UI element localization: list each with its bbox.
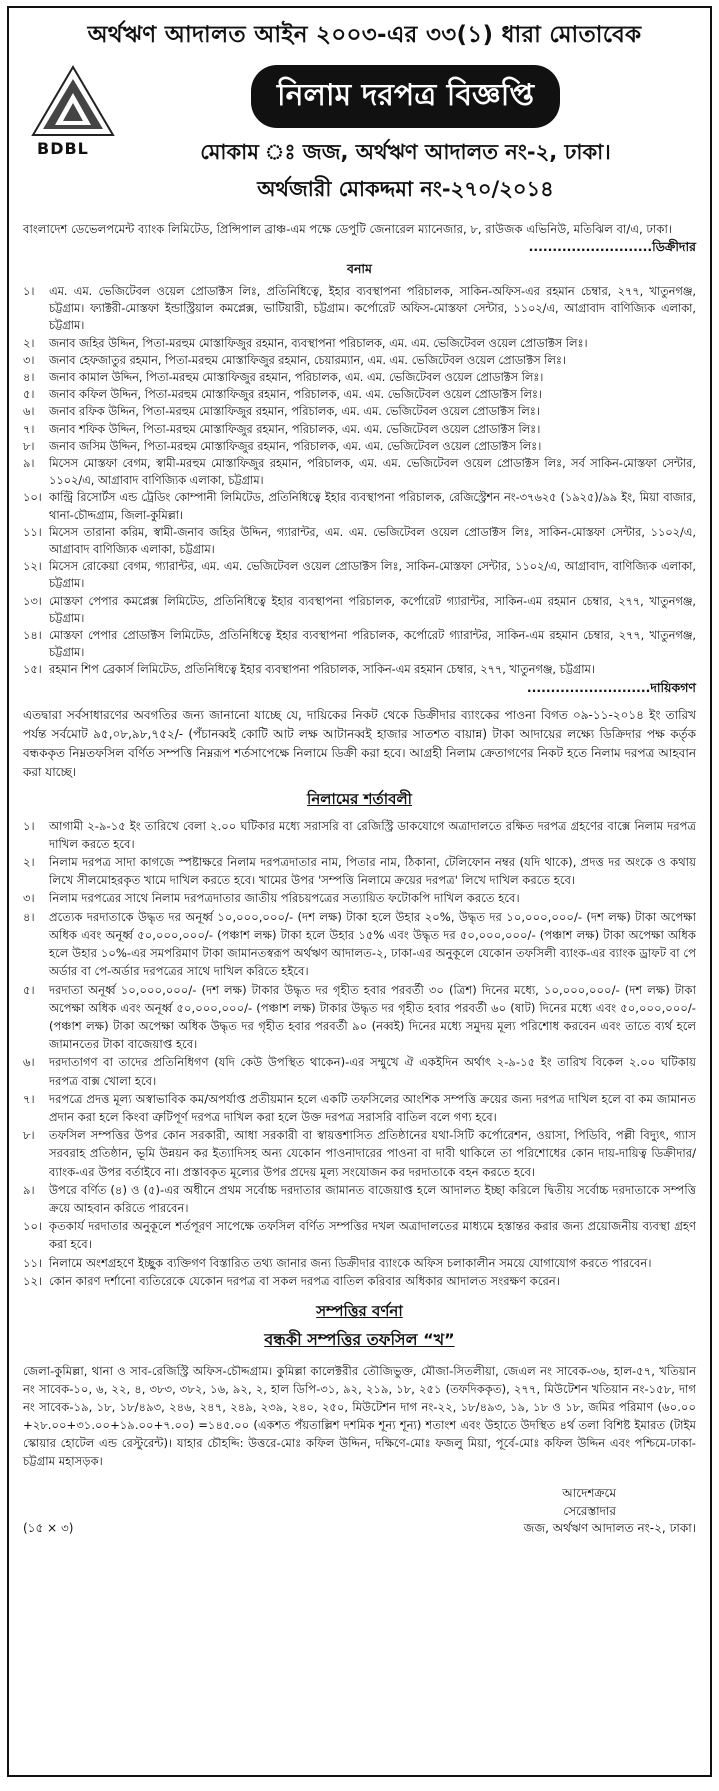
condition-item-text: তফসিল সম্পত্তির উপর কোন সরকারী, আধা সরকারী বা স্বায়ত্তশাসিত প্রতিষ্ঠানের যথা-সিটি কর্পোরেশন, ওয়াসা, পিডিবি, পল্লী বিদ্যুৎ, গ্যাস সরবরাহ প্রতিষ্ঠান, ভূমি উন্নয়ন কর ইত্যাদিসহ অন্য যেকোন পাওনাদারের পাওনা বা দাবী থাকিলে তা পরিশোধের কোন দায়-দায়িত্ব ডিক্রীদার/ব্যাংক-এর উপর বর্তাইবে না। প্রস্তাবকৃত মূল্যের উপর প্রদেয় মূল্য সংযোজন কর দরদাতাকে বহন করতে হবে। (49, 1128, 696, 1179)
defendant-item-number: ১। (23, 285, 35, 298)
defendant-item-number: ৬। (23, 405, 35, 419)
defendant-item-number: ৫। (23, 388, 35, 402)
versus-label: বনাম (347, 261, 372, 276)
signature-order-line: আদেশক্রমে (562, 1485, 616, 1500)
condition-item-number: ১। (23, 818, 35, 833)
condition-item (23, 1181, 696, 1217)
defendant-item-text: রহমান শিপ ব্রেকার্স লিমিটেড, প্রতিনিধিত্বে ইহার ব্যবস্থাপনা পরিচালক, সাকিন-এম রহমান চেম্বার, ২৭৭, খাতুনগঞ্জ, চট্টগ্রাম। (49, 663, 595, 677)
condition-item-number: ৭। (23, 1091, 35, 1106)
condition-item (23, 1126, 696, 1181)
defendant-item-number: ৩। (23, 353, 35, 367)
property-title: সম্পত্তির বর্ণনা (316, 1301, 403, 1320)
defendant-item (23, 283, 696, 335)
condition-item (23, 1090, 696, 1126)
act-reference-line: অর্থঋণ আদালত আইন ২০০৩-এর ৩৩(১) ধারা মোতাবেক (87, 22, 642, 48)
condition-item-number: ১২। (23, 1273, 43, 1288)
defendant-item (23, 386, 696, 403)
condition-item (23, 908, 696, 981)
defendant-item (23, 403, 696, 420)
condition-item-number: ১১। (23, 1255, 43, 1270)
defendant-item-number: ১২। (23, 560, 42, 574)
signature-court: জজ, অর্থঋণ আদালত নং-২, ঢাকা। (523, 1520, 696, 1535)
notice-page (7, 6, 712, 1777)
condition-item (23, 1254, 696, 1272)
conditions-list (23, 817, 696, 1290)
condition-item-text: নিলাম দরপত্রের সাথে নিলাম দরপত্রদাতার জাতীয় পরিচয়পত্রের সত্যায়িত ফটোকপি দাখিল করতে হবে। (49, 891, 520, 906)
defendant-item-number: ৭। (23, 422, 35, 436)
condition-item-text: উপরে বর্ণিত (৪) ও (৫)-এর অধীনে প্রথম সর্বোচ্চ দরদাতার জামানত বাজেয়াপ্ত হলে আদালত ইচ্ছা করিলে দ্বিতীয় সর্বোচ্চ দরদাতাকে সম্পত্তি ক্রয়ে আহবান করিতে পারবেন। (49, 1182, 696, 1215)
defendant-item-text: কান্ট্রি রিসোর্টস এন্ড ট্রেডিং কোম্পানী লিমিটেড, প্রতিনিধিত্বে ইহার ব্যবস্থাপনা পরিচালক, রেজিস্ট্রেশন নং-৩৭৬২৫ (১৯২৫)/৯৯ ইং, মিয়া বাজার, থানা-চৌদ্দগ্রাম, জিলা-কুমিল্লা। (49, 491, 696, 522)
defendant-item (23, 593, 696, 627)
defendant-item-number: ১০। (23, 491, 42, 505)
defendant-item-text: জনাব কফিল উদ্দিন, পিতা-মরহুম মোস্তাফিজুর রহমান, পরিচালক, এম. এম. ভেজিটেবল ওয়েল প্রোডাক্টস লিঃ। (49, 388, 542, 402)
condition-item-number: ২। (23, 855, 35, 870)
condition-item-number: ১০। (23, 1219, 43, 1234)
defendant-item (23, 421, 696, 438)
header (23, 59, 696, 210)
defendant-item (23, 558, 696, 592)
condition-item (23, 853, 696, 889)
defendant-item-number: ৯। (23, 457, 35, 471)
defendant-item-number: ১৩। (23, 594, 42, 608)
defendant-item-number: ১৪। (23, 629, 42, 643)
condition-item (23, 817, 696, 853)
condition-item-text: কৃতকার্য দরদাতার অনুকূলে শর্তপূরণ সাপেক্ষে তফসিল বর্ণিত সম্পত্তির দখল অত্রাদালতের মাধ্যমে হস্তান্তর করার জন্য প্রয়োজনীয় ব্যবস্থা গ্রহণ করা হবে। (49, 1219, 696, 1252)
condition-item (23, 1272, 696, 1290)
condition-item-number: ৬। (23, 1055, 35, 1070)
debtor-label: ..........................দায়িকগণ (526, 679, 696, 695)
defendant-item-text: জনাব কামাল উদ্দিন, পিতা-মরহুম মোস্তাফিজুর রহমান, পরিচালক, এম. এম. ভেজিটেবল ওয়েল প্রোডাক্টস লিঃ। (49, 371, 544, 385)
property-description: জেলা-কুমিল্লা, থানা ও সাব-রেজিস্ট্রি অফিস-চৌদ্দগ্রাম। কুমিল্লা কালেক্টরীর তৌজিভুক্ত, মৌজা-সিতলীয়া, জেএল নং সাবেক-৩৬, হাল-৫৭, খতিয়ান নং সাবেক-১০, ৬, ২২, ৪, ৩৮৩, ৩৮২, ১৬, ৯২, ২, হাল ডিপি-৩১, ৯২, ২১৯, ১৮, ২৫১ (তফদিককৃত), ২৭৭, মিউটেশন খতিয়ান নং-১৫৮, দাগ নং সাবেক-১৯, ১৮, ১৮/৪৯৩, ২৪৬, ২৪৭, ২৪৯, ২৩৯, ২৪০, ২৫০, মিউটেশন দাগ নং-২২, ১৮/৪৯৩, ১৯, ১৮ ও ১৮, জমির পরিমাণ (৬০.০০ +২৮.০০+৩১.০০+১৯.০০+৭.০০) =১৪৫.০০ (একশত পঁয়তাল্লিশ দশমিক শূন্য শূন্য) শতাংশ এবং উহাতে উদস্থিত ৪র্থ তলা বিশিষ্ট ইমারত (টাইম স্কোয়ার হোটেল এন্ড রেস্টুরেন্ট)। যাহার চৌহদ্দি: উত্তরে-মোঃ কফিল উদ্দিন, দক্ষিণে-মোঃ ফজলু মিয়া, পূর্বে-মোঃ কফিল উদ্দিন এবং পশ্চিমে-ঢাকা-চট্টগ্রাম মহাসড়ক। (23, 1363, 696, 1468)
signature-block (23, 1484, 696, 1520)
footer-code: (১৫ × ৩) (23, 1520, 74, 1535)
condition-item (23, 889, 696, 907)
defendant-item-number: ১৫। (23, 663, 42, 677)
condition-item-text: কোন কারণ দর্শানো ব্যতিরেকে যেকোন দরপত্র বা সকল দরপত্র বাতিল করিবার অধিকার আদালত সংরক্ষণ করেন। (49, 1273, 560, 1288)
conditions-title: নিলামের শর্তাবলী (307, 789, 412, 808)
condition-item-number: ৪। (23, 909, 35, 924)
defendant-item-text: মিসেস মোস্তফা বেগম, স্বামী-মরহুম মোস্তাফিজুর রহমান, পরিচালক, এম. এম. ভেজিটেবল ওয়েল প্রোডাক্টস লিঃ, সর্ব সাকিন-মোস্তফা সেন্টার, ১১০২/এ, আগ্রাবাদ বাণিজ্যিক এলাকা, চট্টগ্রাম। (49, 457, 696, 488)
condition-item-text: দরপত্রে প্রদত্ত মূল্য অস্বাভাবিক কম/অপর্যাপ্ত প্রতীয়মান হলে একটি তফসিলের আংশিক সম্পত্তি ক্রয়ের জন্য দরপত্র দাখিল হলে বা কম জামানত প্রদান করা হলে কিংবা ত্রুটিপূর্ণ দরপত্র দাখিল করা হলে উক্ত দরপত্র সরাসরি বাতিল বলে গণ্য হবে। (49, 1091, 696, 1124)
logo-text: BDBL (37, 139, 89, 158)
defendant-item-text: মোস্তফা পেপার প্রোডাক্টস লিমিটেড, প্রতিনিধিত্বে ইহার ব্যবস্থাপনা পরিচালক, কর্পোরেট গ্যারান্টর, সাকিন-এম রহমান চেম্বার, ২৭৭, খাতুনগঞ্জ, চট্টগ্রাম। (49, 629, 696, 660)
defendant-item-text: জনাব শফিক উদ্দিন, পিতা-মরহুম মোস্তাফিজুর রহমান, পরিচালক, এম. এম. ভেজিটেবল ওয়েল প্রোডাক্টস লিঃ। (49, 422, 541, 436)
defendant-item (23, 455, 696, 489)
defendant-item (23, 335, 696, 352)
condition-item-number: ৩। (23, 891, 35, 906)
signature-designation: সেরেস্তাদার (563, 1503, 616, 1518)
defendant-item (23, 352, 696, 369)
defendants-list (23, 283, 696, 679)
defendant-item-text: জনাব রফিক উদ্দিন, পিতা-মরহুম মোস্তাফিজুর রহমান, পরিচালক, এম. এম. ভেজিটেবল ওয়েল প্রোডাক্টস লিঃ। (49, 405, 540, 419)
defendant-item-text: মোস্তফা পেপার কমপ্লেক্স লিমিটেড, প্রতিনিধিত্বে ইহার ব্যবস্থাপনা পরিচালক, কর্পোরেট গ্যারান্টর, সাকিন-এম রহমান চেম্বার, ২৭৭, খাতুনগঞ্জ, চট্টগ্রাম। (49, 594, 696, 625)
court-venue: মোকাম ঃ জজ, অর্থঋণ আদালত নং-২, ঢাকা। (200, 140, 611, 164)
bdbl-logo (31, 65, 115, 161)
notice-paragraph: এতদ্বারা সর্বসাধারণের অবগতির জন্য জানানো যাচ্ছে যে, দায়িকের নিকট থেকে ডিক্রীদার ব্যাংকের পাওনা বিগত ০৯-১১-২০১৪ ইং তারিখ পর্যন্ত সর্বমোট ৯৫,০৮,৯৮,৭৫২/- (পঁচানব্বই কোটি আট লক্ষ আটানব্বই হাজার সাতশত বায়ান্ন) টাকা আদায়ের লক্ষ্যে ডিক্রিদার পক্ষ কর্তৃক বন্ধককৃত নিম্নতফসিল বর্ণিত সম্পত্তি নিম্নরূপ শর্তসাপেক্ষে নিলামে ডিক্রী করা হবে। আগ্রহী নিলাম ক্রেতাগণের নিকট হতে নিলাম দরপত্র আহবান করা যাচ্ছে। (23, 707, 696, 779)
condition-item-number: ৯। (23, 1182, 35, 1197)
defendant-item-number: ৮। (23, 439, 35, 453)
condition-item-text: প্রত্যেক দরদাতাকে উদ্ধৃত দর অনূর্ধ্ব ১০,০০০,০০০/- (দশ লক্ষ) টাকা হলে উহার ২০%, উদ্ধৃত দর ১০,০০০,০০০/- (দশ লক্ষ) টাকা অপেক্ষা অধিক এবং অনূর্ধ্ব ৫০,০০০,০০০/- (পঞ্চাশ লক্ষ) টাকা হলে উহার ১৫% এবং উদ্ধৃত দর ৫০,০০০,০০০/- (পঞ্চাশ লক্ষ) টাকা অপেক্ষা অধিক হলে উহার ১০%-এর সমপরিমাণ টাকা জামানতস্বরূপ অর্থঋণ আদালত-২, ঢাকা-এর অনুকূলে যেকোন তফসিলী ব্যাংক-এর ব্যাংক ড্রাফট বা পে অর্ডার বা পে-অর্ডার দরপত্রের সাথে দাখিল করিতে হইবে। (49, 909, 696, 979)
defendant-item-number: ২। (23, 336, 35, 350)
triangle-logo-icon (31, 65, 115, 137)
condition-item-text: দরদাতাগণ বা তাদের প্রতিনিধিগণ (যদি কেউ উপস্থিত থাকেন)-এর সম্মুখে ঐ একইদিন অর্থাৎ ২-৯-১৫ ইং তারিখ বিকেল ২.০০ ঘটিকায় দরপত্র বাক্স খোলা হবে। (49, 1055, 696, 1088)
condition-item (23, 1217, 696, 1253)
condition-item-number: ৫। (23, 982, 35, 997)
header-center (115, 59, 696, 210)
condition-item-text: নিলাম দরপত্র সাদা কাগজে স্পষ্টাক্ষরে নিলাম দরপত্রদাতার নাম, পিতার নাম, ঠিকানা, টেলিফোন নম্বর (যদি থাকে), প্রদত্ত দর অংকে ও কথায় লিখে সীলমোহরকৃত খামে দাখিল করতে হবে। খামের উপর 'সম্পত্তি নিলামে ক্রয়ের দরপত্র' লিখে দাখিল করতে হবে। (49, 855, 696, 888)
defendant-item-text: জনাব জহির উদ্দিন, পিতা-মরহুম মোস্তাফিজুর রহমান, ব্যবস্থাপনা পরিচালক, এম. এম. ভেজিটেবল ওয়েল প্রোডাক্টস লিঃ। (49, 336, 588, 350)
defendant-item (23, 627, 696, 661)
defendant-item (23, 369, 696, 386)
case-number: অর্থজারী মোকদ্দমা নং-২৭০/২০১৪ (257, 177, 554, 201)
defendant-item-text: মিসেস তারানা করিম, স্বামী-জনাব জহির উদ্দিন, গ্যারান্টর, এম. এম. ভেজিটেবল ওয়েল প্রোডাক্টস লিঃ, সাকিন-মোস্তফা সেন্টার, ১১০২/এ, আগ্রাবাদ বাণিজ্যিক এলাকা, চট্টগ্রাম। (49, 525, 696, 557)
defendant-item (23, 489, 696, 523)
defendant-item-number: ৪। (23, 371, 35, 385)
condition-item-number: ৮। (23, 1128, 35, 1143)
condition-item-text: নিলামে অংশগ্রহণে ইচ্ছুক ব্যক্তিগণ বিস্তারিত তথ্য জানার জন্য ডিক্রীদার ব্যাংকে অফিস চলাকালীন সময়ে যোগাযোগ করতে পারবেন। (49, 1255, 652, 1270)
condition-item-text: দরদাতা অনূর্ধ্ব ১০,০০০,০০০/- (দশ লক্ষ) টাকার উদ্ধৃত দর গৃহীত হবার পরবর্তী ৩০ (ত্রিশ) দিনের মধ্যে, ১০,০০০,০০০/- (দশ লক্ষ) টাকা অপেক্ষা অধিক এবং অনূর্ধ্ব ৫০,০০০,০০০/- (পঞ্চাশ লক্ষ) টাকার উদ্ধৃত দর গৃহীত হবার পরবর্তী ৬০ (ষাট) দিনের মধ্যে এবং ৫০,০০০,০০০/- (পঞ্চাশ লক্ষ) টাকা অপেক্ষা অধিক উদ্ধৃত দর গৃহীত হবার পরবর্তী ৯০ (নব্বই) দিনের মধ্যে সমুদয় মূল্য পরিশোধ করবেন এবং তাতে ব্যর্থ হলে জামানতের টাকা বাজেয়াপ্ত হবে। (49, 982, 696, 1052)
property-subtitle: বন্ধকী সম্পত্তির তফসিল “খ” (264, 1329, 455, 1349)
condition-item-text: আগামী ২-৯-১৫ ইং তারিখে বেলা ২.০০ ঘটিকার মধ্যে সরাসরি বা রেজিস্ট্রি ডাকযোগে অত্রাদালতে রক্ষিত দরপত্র গ্রহণের বাক্সে নিলাম দরপত্র দাখিল করতে হবে। (49, 818, 696, 851)
defendant-item-text: এম. এম. ভেজিটেবল ওয়েল প্রোডাক্টস লিঃ, প্রতিনিধিত্বে, ইহার ব্যবস্থাপনা পরিচালক, সাকিন-অফিস-এর রহমান চেম্বার, ২৭৭, খাতুনগঞ্জ, চট্টগ্রাম। ফ্যাক্টরী-মোস্তফা ইন্ডাস্ট্রিয়াল কমপ্লেক্স, ভাটিয়ারী, চট্টগ্রাম। কর্পোরেট অফিস-মোস্তফা সেন্টার, ১১০২/এ, আগ্রাবাদ বাণিজ্যিক এলাকা, চট্টগ্রাম। (49, 285, 696, 333)
defendant-item-text: জনাব জসিম উদ্দিন, পিতা-মরহুম মোস্তাফিজুর রহমান, পরিচালক, এম. এম. ভেজিটেবল ওয়েল প্রোডাক্টস লিঃ। (49, 439, 542, 453)
condition-item (23, 1053, 696, 1089)
plaintiff-details: বাংলাদেশ ডেভেলপমেন্ট ব্যাংক লিমিটেড, প্রিন্সিপাল ব্রাঞ্চ-এম পক্ষে ডেপুটি জেনারেল ম্যানেজার, ৮, রাউজক এভিনিউ, মতিঝিল বা/এ, ঢাকা। (23, 222, 672, 236)
condition-item (23, 981, 696, 1054)
defendant-item-number: ১১। (23, 525, 42, 539)
footer-row (23, 1520, 696, 1540)
notice-title: নিলাম দরপত্র বিজ্ঞপ্তি (251, 65, 560, 128)
defendant-item-text: মিসেস রোকেয়া বেগম, গ্যারান্টর, এম. এম. ভেজিটেবল ওয়েল প্রোডাক্টস লিঃ, সাকিন-মোস্তফা সেন্টার, ১১০২/এ, আগ্রাবাদ, বাণিজ্যিক এলাকা, চট্টগ্রাম। (49, 560, 696, 591)
defendant-item (23, 524, 696, 558)
decree-holder-label: ..........................ডিক্রীদার (528, 239, 696, 254)
defendant-item (23, 438, 696, 455)
defendant-item (23, 661, 696, 678)
defendant-item-text: জনাব হেফজাতুর রহমান, পিতা-মরহুম মোস্তাফিজুর রহমান, চেয়ারম্যান, এম. এম. ভেজিটেবল ওয়েল প্রোডাক্টস লিঃ। (49, 353, 566, 367)
